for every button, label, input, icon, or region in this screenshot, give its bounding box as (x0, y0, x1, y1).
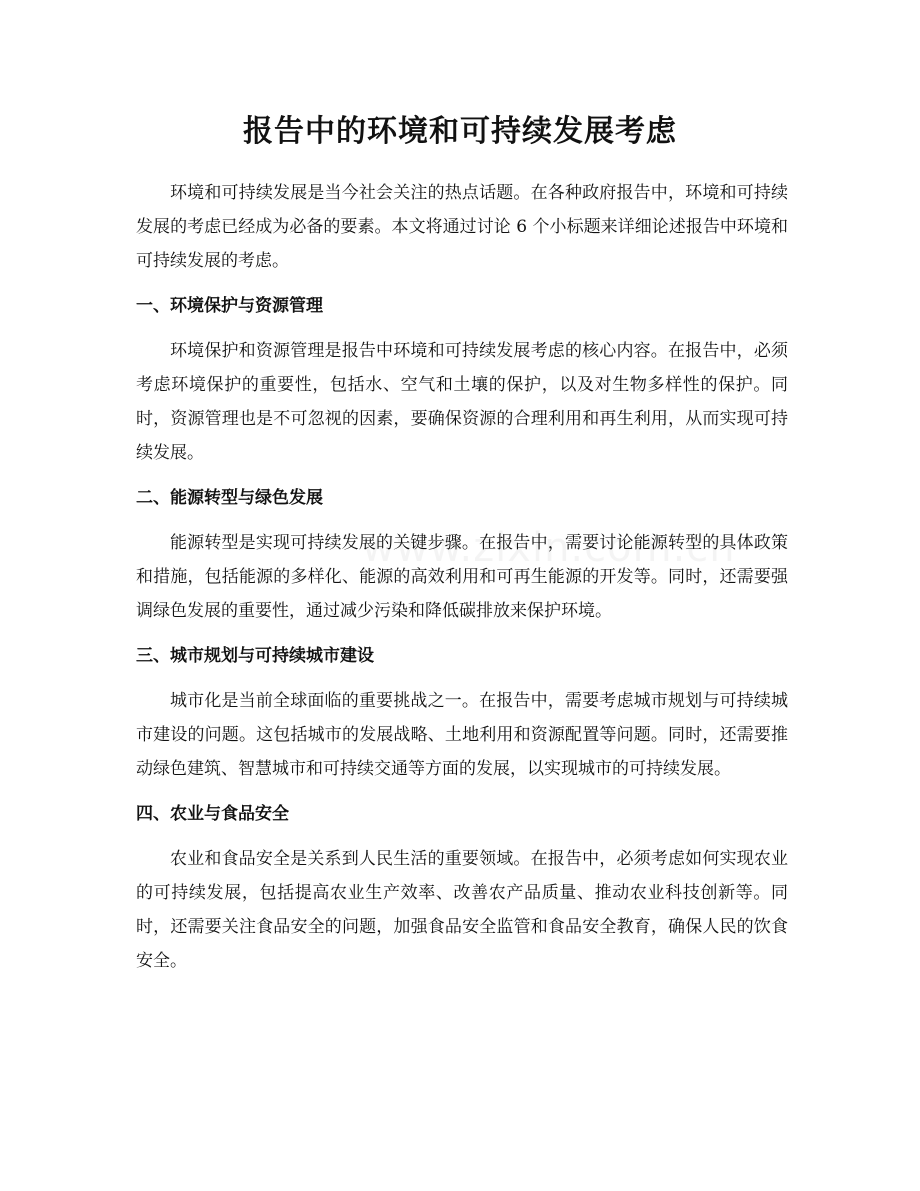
section-heading: 三、城市规划与可持续城市建设 (136, 646, 374, 666)
section-agriculture (136, 798, 788, 978)
section-energy (136, 482, 788, 628)
section-paragraph: 农业和食品安全是关系到人民生活的重要领域。在报告中，必须考虑如何实现农业的可持续发展，包括提高农业生产效率、改善农产品质量、推动农业科技创新等。同时，还需要关注食品安全的问题，加强食品安全监管和食品安全教育，确保人民的饮食安全。 (136, 849, 788, 971)
intro-paragraph: 环境和可持续发展是当今社会关注的热点话题。在各种政府报告中，环境和可持续发展的考虑已经成为必备的要素。本文将通过讨论 6 个小标题来详细论述报告中环境和可持续发展的考虑。 (136, 183, 788, 271)
section-heading: 四、农业与食品安全 (136, 804, 289, 824)
section-heading: 二、能源转型与绿色发展 (136, 488, 323, 508)
section-paragraph: 城市化是当前全球面临的重要挑战之一。在报告中，需要考虑城市规划与可持续城市建设的问题。这包括城市的发展战略、土地利用和资源配置等问题。同时，还需要推动绿色建筑、智慧城市和可持续交通等方面的发展，以实现城市的可持续发展。 (136, 691, 788, 779)
section-heading: 一、环境保护与资源管理 (136, 296, 323, 316)
section-urban (136, 640, 788, 786)
document-body (136, 176, 788, 990)
section-environment (136, 290, 788, 470)
section-paragraph: 能源转型是实现可持续发展的关键步骤。在报告中，需要讨论能源转型的具体政策和措施，包括能源的多样化、能源的高效利用和可再生能源的开发等。同时，还需要强调绿色发展的重要性，通过减少污染和降低碳排放来保护环境。 (136, 533, 788, 621)
document-title: 报告中的环境和可持续发展考虑 (243, 114, 677, 149)
section-paragraph: 环境保护和资源管理是报告中环境和可持续发展考虑的核心内容。在报告中，必须考虑环境保护的重要性，包括水、空气和土壤的保护，以及对生物多样性的保护。同时，资源管理也是不可忽视的因素，要确保资源的合理利用和再生利用，从而实现可持续发展。 (136, 341, 788, 463)
